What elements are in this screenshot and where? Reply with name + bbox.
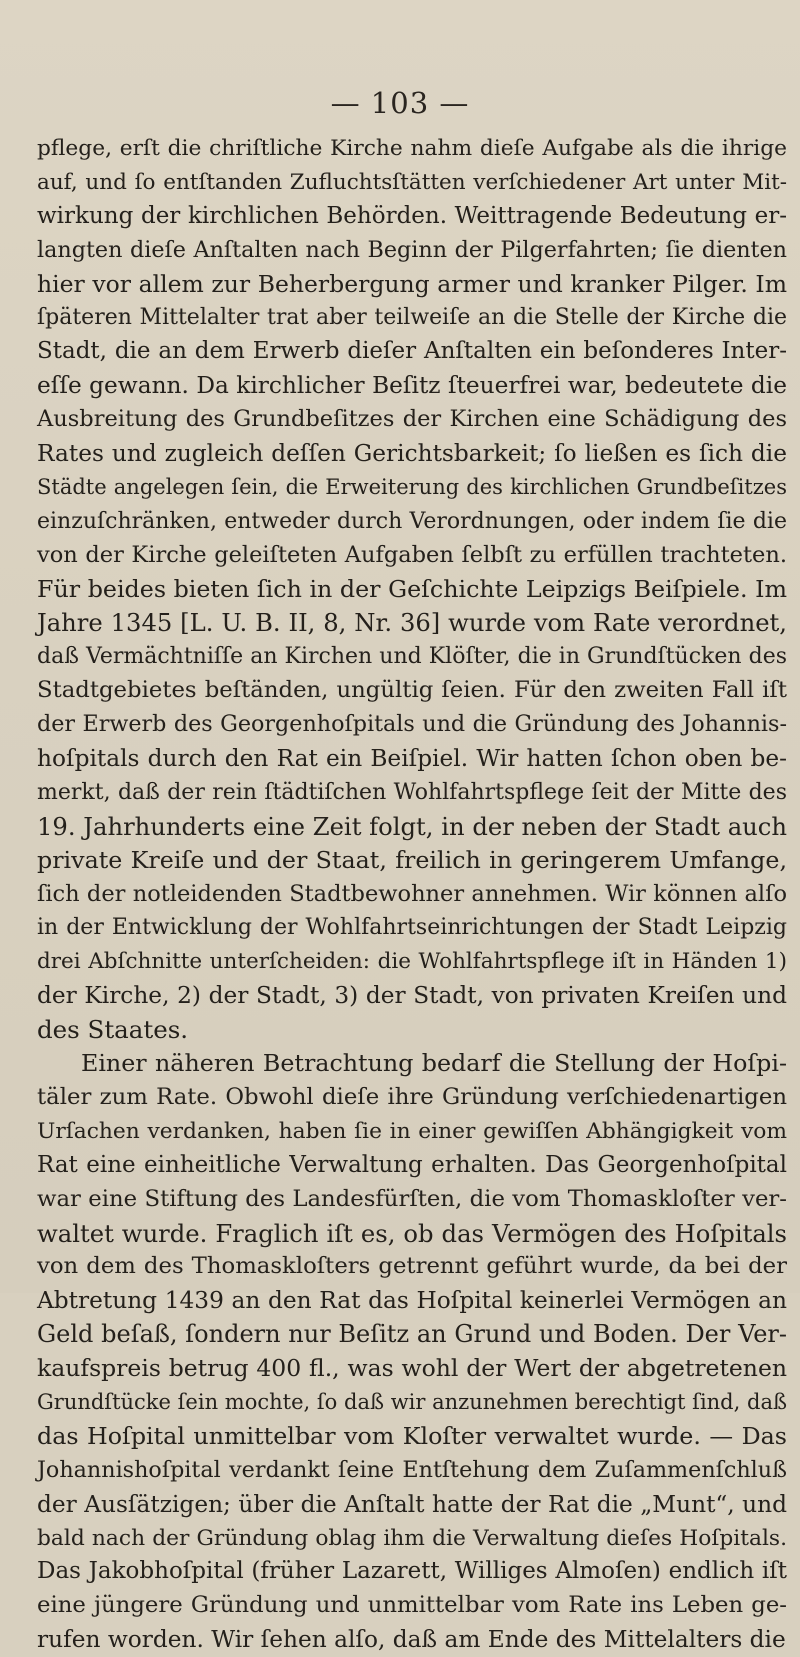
text-line: der Kirche, 2) der Stadt, 3) der Stadt, von privaten Kreiſen und: [37, 982, 787, 1010]
text-line: Jahre 1345 [L. U. B. II, 8, Nr. 36] wurde vom Rate verordnet,: [37, 608, 787, 638]
text-line: von dem des Thomaskloſters getrennt geführt wurde, da bei der: [37, 1253, 787, 1280]
text-line: Ausbreitung des Grundbeſitzes der Kirchen eine Schädigung des: [37, 406, 787, 433]
text-line: Städte angelegen ſein, die Erweiterung des kirchlichen Grundbeſitzes: [37, 474, 787, 499]
text-line: war eine Stiftung des Landesfürſten, die vom Thomaskloſter ver-: [37, 1185, 787, 1212]
text-line: täler zum Rate. Obwohl dieſe ihre Gründung verſchiedenartigen: [37, 1083, 787, 1110]
text-line: der Erwerb des Georgenhoſpitals und die Gründung des Johannis-: [37, 711, 787, 738]
text-line: pflege, erſt die chriſtliche Kirche nahm dieſe Aufgabe als die ihrige: [37, 136, 787, 161]
text-line: auf, und ſo entſtanden Zufluchtsſtätten verſchiedener Art unter Mit-: [37, 169, 787, 195]
text-line: Stadtgebietes beſtänden, ungültig ſeien. Für den zweiten Fall iſt: [37, 677, 787, 704]
text-line: Für beides bieten ſich in der Geſchichte Leipzigs Beiſpiele. Im: [37, 574, 787, 603]
page-number: — 103 —: [330, 86, 470, 120]
text-line: der Ausſätzigen; über die Anſtalt hatte der Rat die „Munt“, und: [37, 1490, 787, 1518]
text-line: private Kreiſe und der Staat, freilich in geringerem Umfange,: [37, 845, 787, 874]
text-line: rufen worden. Wir ſehen alſo, daß am Ende des Mittelalters die: [37, 1626, 786, 1654]
text-line: Urſachen verdanken, haben ſie in einer gewiſſen Abhängigkeit vom: [37, 1118, 787, 1144]
text-line: Einer näheren Betrachtung bedarf die Stellung der Hoſpi-: [81, 1049, 787, 1078]
text-line: Rates und zugleich deſſen Gerichtsbarkeit; ſo ließen es ſich die: [37, 440, 787, 468]
text-line: hoſpitals durch den Rat ein Beiſpiel. Wir hatten ſchon oben be-: [37, 745, 787, 773]
text-line: daß Vermächtniſſe an Kirchen und Klöſter, die in Grundſtücken des: [37, 644, 787, 670]
text-line: Das Jakobhoſpital (früher Lazarett, Williges Almoſen) endlich iſt: [37, 1558, 787, 1585]
text-line: Abtretung 1439 an den Rat das Hoſpital keinerlei Vermögen an: [37, 1287, 787, 1315]
text-line: waltet wurde. Fraglich iſt es, ob das Vermögen des Hoſpitals: [37, 1218, 787, 1248]
text-line: Johannishoſpital verdankt ſeine Entſtehung dem Zuſammenſchluß: [37, 1456, 787, 1483]
text-line: eſſe gewann. Da kirchlicher Beſitz ſteuerfrei war, bedeutete die: [37, 372, 787, 400]
text-line: des Staates.: [37, 1015, 189, 1045]
text-line: drei Abſchnitte unterſcheiden: die Wohlfahrtspflege iſt in Händen 1): [37, 949, 787, 975]
text-line: Rat eine einheitliche Verwaltung erhalten. Das Georgenhoſpital: [37, 1151, 787, 1178]
text-line: 19. Jahrhunderts eine Zeit folgt, in der neben der Stadt auch: [37, 811, 787, 841]
text-line: Geld beſaß, ſondern nur Beſitz an Grund und Boden. Der Ver-: [37, 1320, 787, 1349]
text-line: das Hoſpital unmittelbar vom Kloſter verwaltet wurde. — Das: [37, 1421, 787, 1450]
text-line: ſpäteren Mittelalter trat aber teilweiſe an die Stelle der Kirche die: [37, 305, 787, 331]
text-line: wirkung der kirchlichen Behörden. Weittragende Bedeutung er-: [37, 202, 787, 229]
body-text: [37, 132, 787, 1657]
text-line: langten dieſe Anſtalten nach Beginn der Pilgerfahrten; ſie dienten: [37, 236, 787, 263]
text-line: Stadt, die an dem Erwerb dieſer Anſtalten ein beſonderes Inter-: [37, 338, 787, 365]
text-line: einzuſchränken, entweder durch Verordnungen, oder indem ſie die: [37, 508, 787, 534]
text-line: merkt, daß der rein ſtädtiſchen Wohlfahrtspflege ſeit der Mitte des: [37, 779, 787, 805]
text-line: kaufspreis betrug 400 fl., was wohl der Wert der abgetretenen: [37, 1354, 787, 1383]
text-line: in der Entwicklung der Wohlfahrtseinrichtungen der Stadt Leipzig: [37, 915, 787, 941]
text-line: eine jüngere Gründung und unmittelbar vom Rate ins Leben ge-: [37, 1592, 787, 1619]
text-line: bald nach der Gründung oblag ihm die Verwaltung dieſes Hoſpitals.: [37, 1525, 787, 1551]
text-line: hier vor allem zur Beherbergung armer und kranker Pilger. Im: [37, 269, 787, 298]
text-line: ſich der notleidenden Stadtbewohner annehmen. Wir können alſo: [37, 880, 787, 907]
text-line: von der Kirche geleiſteten Aufgaben ſelbſt zu erfüllen trachteten.: [37, 541, 787, 568]
text-line: Grundſtücke ſein mochte, ſo daß wir anzunehmen berechtigt ſind, daß: [37, 1389, 787, 1414]
